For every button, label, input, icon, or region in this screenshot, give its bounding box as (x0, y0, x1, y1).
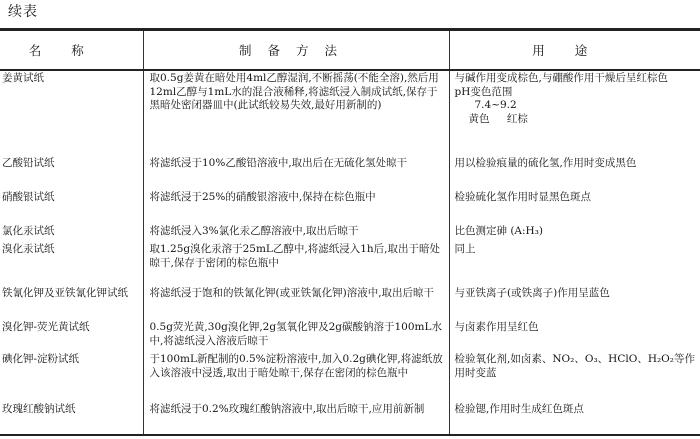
row-name: 铁氰化钾及亚铁氰化钾试纸 (2, 287, 128, 299)
table-row (0, 242, 700, 286)
row-name: 氯化汞试纸 (2, 225, 55, 237)
table-row (0, 156, 700, 190)
ph-range-value: 7.4~9.2 (474, 99, 517, 111)
table-row (0, 402, 700, 435)
row-name: 玫瑰红酸钠试纸 (0, 402, 143, 435)
table-row (0, 320, 700, 352)
row-method: 取1.25g溴化汞溶于25mL乙醇中,将滤纸浸入1h后,取出于暗处晾干,保存于密闭的棕色瓶中 (143, 242, 449, 286)
row-usage: 与亚铁离子(或铁离子)作用呈蓝色 (449, 286, 700, 320)
table-row (0, 352, 700, 402)
row-usage: 与碱作用变成棕色,与硼酸作用干燥后呈红棕色 (454, 72, 668, 84)
row-method: 将滤纸浸于10%乙酸铅溶液中,取出后在无硫化氢处晾干 (143, 156, 449, 190)
row-name: 乙酸铅试纸 (2, 157, 55, 169)
row-method: 将滤纸浸于饱和的铁氰化钾(或亚铁氰化钾)溶液中,取出后晾干 (143, 286, 449, 320)
row-name: 溴化汞试纸 (2, 243, 55, 255)
header-usage: 用途 (449, 30, 700, 71)
row-usage: 检验氧化剂,如卤素、NO₂、O₃、HClO、H₂O₂等作用时变蓝 (449, 352, 700, 402)
table-header-row (0, 30, 700, 71)
row-method: 将滤纸浸于25%的硝酸银溶液中,保持在棕色瓶中 (143, 190, 449, 224)
table-row (0, 190, 700, 224)
row-usage: 同上 (449, 242, 700, 286)
row-method: 将滤纸浸入3%氯化汞乙醇溶液中,取出后晾干 (143, 224, 449, 242)
row-method: 取0.5g姜黄在暗处用4ml乙醇湿润,不断摇荡(不能全溶),然后用12ml乙醇与1mL水的混合液稀释,将滤纸浸入制成试纸,保存于黑暗处密闭器皿中(此试纸较易失效,最好用新制的) (143, 70, 449, 156)
row-name: 碘化钾-淀粉试纸 (2, 353, 80, 365)
row-method: 将滤纸浸于0.2%玫瑰红酸钠溶液中,取出后晾干,应用前新制 (143, 402, 449, 435)
row-usage: 检验硫化氢作用时显黑色斑点 (449, 190, 700, 224)
header-method: 制备方法 (143, 30, 449, 71)
row-name: 溴化钾-荧光黄试纸 (2, 321, 90, 333)
row-usage: 与卤素作用呈红色 (449, 320, 700, 352)
header-name: 名称 (0, 30, 143, 71)
row-usage-cell (449, 70, 700, 156)
ph-range-colors: 黄色 红棕 (468, 112, 528, 125)
row-usage: 检验锶,作用时生成红色斑点 (449, 402, 700, 435)
row-name: 姜黄试纸 (2, 72, 44, 84)
row-method: 于100mL新配制的0.5%淀粉溶液中,加入0.2g碘化钾,将滤纸放入该溶液中浸透,取出于暗处晾干,保存在密闭的棕色瓶中 (143, 352, 449, 402)
row-name: 硝酸银试纸 (2, 191, 55, 203)
table-row (0, 224, 700, 242)
row-usage: 比色测定砷 (A:H₃) (449, 224, 700, 242)
ph-range-label: pH变色范围 (454, 85, 513, 98)
table-continued-caption: 续表 (8, 4, 38, 20)
reagent-paper-table (0, 28, 700, 436)
row-method: 0.5g荧光黄,30g溴化钾,2g氢氧化钾及2g碳酸钠溶于100mL水中,将滤纸浸入溶液后晾干 (143, 320, 449, 352)
table-row (0, 70, 700, 156)
row-usage: 用以检验痕量的硫化氢,作用时变成黑色 (449, 156, 700, 190)
table-row (0, 286, 700, 320)
